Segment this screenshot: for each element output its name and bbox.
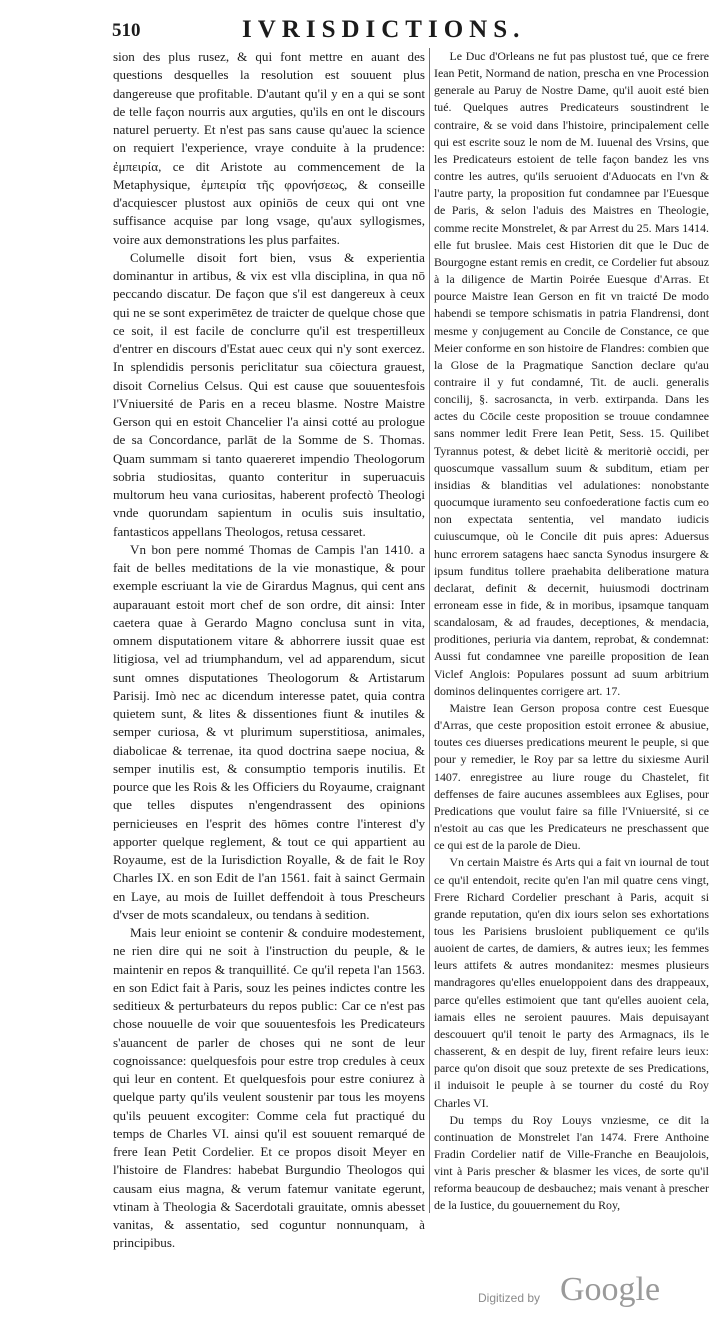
digitized-by-label: Digitized by	[478, 1291, 541, 1305]
paragraph: Mais leur enioint se contenir & conduire modestement, ne rien dire qui ne soit à l'instruction du peuple, & le maintenir en repos & tranquillité. Ce qu'il repeta l'an 1563. en son Edict fait à Paris, souz les peines indictes contre les seditieux & perturbateurs du repos public: Car ce n'est pas chose nouuelle de voir que souuentesfois les Predicateurs s'auancent de parler de choses qui ne sont de leur cognoissance: quelquesfois pour estre trop credules à ceux qui leur en content. Et quelquesfois pour estre coniurez à quelque party qu'ils veulent soustenir par tous les moyens qu'ils peuuent excogiter: Comme cela fut practiqué du temps de Charles VI. ainsi qu'il est souuent remarqué de frere Iean Petit Cordelier. Et ce propos disoit Meyer en l'histoire de Flandres: habebat Burgundio Theologos qui causam eius magna, & verum fatemur vanitate egerunt, vtinam à Theologia & Sacerdotali grauitate, omnis abesset vanitas, & assentatio, sed coguntur nonnunquam, à principibus.	[113, 925, 425, 1251]
paragraph: Columelle disoit fort bien, vsus & experientia dominantur in artibus, & vix est vlla disciplina, in qua nō peccando discatur. De façon que s'il est dangereux à ceux qui ne se sont experimētez de traicter de quelque chose que ce soit, il est facile de conclurre qu'il est trespeπilleux d'entrer en discours d'Estat auec ceux qui n'y sont exercez. In splendidis personis periclitatur sua cōiectura grauest, disoit Cornelius Celsus. Qui est cause que souuentesfois l'Vniuersité de Paris en a receu blasme. Nostre Maistre Gerson qui en estoit Chancelier l'a ainsi cotté au prologue de sa Concordance, parlāt de la Somme de S. Thomas. Quam summam si tanto quaereret impendio Theologorum sobria studiositas, quanto conteritur in superuacuis multorum heu vana curiositas, haberent profectò Theologi vnde quorundam sapientum in oculis suis insultatio, fantasticos appellans Theologos, retusa cessaret.	[113, 249, 425, 539]
paragraph: Maistre Iean Gerson proposa contre cest Euesque d'Arras, que ceste proposition estoit erronee & abusiue, toutes ces diuerses predications meurent le peuple, si que pour y remedier, le Roy par sa lettre du sixiesme Auril 1407. enregistree au liure rouge du Chastelet, fit deffenses de faire aucunes assemblees aux Eglises, pour Predications que voulut faire sa fille l'Vniuersité, si ce n'estoit au cas que les Predicateurs ne preschassent que ce qui est de la parole de Dieu.	[434, 700, 709, 853]
column-divider	[429, 48, 430, 1213]
paragraph: Le Duc d'Orleans ne fut pas plustost tué, que ce frere Iean Petit, Normand de nation, prescha en vne Procession generale au Paruy de Nostre Dame, qu'il auoit esté bien tué. Quelques autres Predicateurs soustindrent le contraire, & se void dans l'histoire, principalement celle qui est escrite souz le nom de M. Iuuenal des Vrsins, que les Predicateurs estoient de telle façon bandez les vns contre les autres, qu'ils seruoient d'Aduocats en l'vn & l'autre party, la proposition fut condamnee par l'Euesque de Paris, & selon l'aduis des Maistres en Theologie, comme recite Monstrelet, & par Arrest du 25. Mars 1414. elle fut bruslee. Mais cest Historien dit que le Duc de Bourgogne estant remis en credit, ce Cordelier fut absouz à la diligence de Martin Poirée Euesque d'Arras. Et pource Maistre Iean Gerson en fit vn traicté De modo habendi se tempore schismatis in patria Flandrensi, dont mesme y conjugement au Concile de Constance, ce que Meier conforme en son histoire de Flandres: combien que la Glose de la Pragmatique Sanction declare qu'au contraire il y fut condamné, Tit. de aucli. generalis concilij, §. sacrosancta, in verb. extirpanda. Dans les actes du Cōcile ceste proposition se trouue condamnee sans nommer ledit Frere Iean Petit, Sess. 15. Quilibet Tyrannus potest, & debet licitè & meritoriè occidi, per quoscumque vassallum suum & subditum, etiam per insidias & blanditias vel adulationes: nonobstante quocumque iuramento seu confoederatione factis cum eo non expectata sententia, vel mandato iudicis cuiuscumque, où le Concile dit puis apres: Aduersus hunc errorem satagens haec sancta Synodus insurgere & ipsum funditus tollere praehabita deliberatione matura declarat, definit & decernit, huiusmodi doctrinam erroneam esse in fide, & in moribus, ipsamque tanquam scandalosam, & ad fraudes, deceptiones, & mendacia, proditiones, periuria via dantem, reprobat, & condemnat: Aussi fut condamnee vne pareille proposition de Iean Viclef Anglois: Populares possunt ad suum arbitrium dominos delinquentes corrigere art. 17.	[434, 49, 709, 698]
paragraph: sion des plus rusez, & qui font mettre en auant des questions desquelles la resolution est souuent plus dangereuse que profitable. D'autant qu'il y en a qui se sont de telle façon nourris aux arguties, qu'ils en ont le discours naturel peruerty. Et n'est pas sans cause qu'auec la science on requiert l'experience, vraye conduite à la prudence: ἐμπειρία, ce dit Aristote au commencement de la Metaphysique, ἐμπειρία τῆς φρονήσεως, & conseille d'acquiescer plustost aux opiniōs de ceux qui ont vne suffisance acquise par long vsage, qu'aux syllogismes, voire aux demonstrations les plus parfaites.	[113, 49, 425, 247]
page-header	[112, 14, 712, 44]
running-title: IVRISDICTIONS.	[242, 16, 526, 43]
page-number: 510	[112, 20, 141, 41]
left-column	[113, 48, 425, 1253]
right-column	[434, 48, 709, 1215]
google-logo: Google	[560, 1271, 661, 1308]
paragraph: Vn bon pere nommé Thomas de Campis l'an 1410. a fait de belles meditations de la vie monastique, & pour exemple escriuant la vie de Girardus Magnus, qui cent ans auparauant estoit mort chef de son ordre, dit ainsi: Inter caetera quae à Gerardo Magno conclusa sunt in vita, omnem disputationem vitare & abhorrere iussit quae est litigiosa, vel ad triumphandum, vel ad apparendum, sicut sunt omnes disputationes Theologorum & Artistarum Parisij. Imò nec ac dicendum interesse patet, quia contra quietem sunt, & lites & dissentiones fiunt & inutiles & semper curiosa, & vt plurimum superstitiosa, animales, diabolicae & terrenae, ita quod doctrina saepe nociua, & semper inutilis est, & consumptio temporis inutilis. Et pource que les Rois & les Officiers du Royaume, craignant que telles disputes n'engendrassent des opinions pernicieuses en l'esprit des hōmes contre l'interest d'y apporter quelque reglement, & tout ce qui appartient au Royaume, est de la Iurisdiction Royalle, & de fait le Roy Charles IX. en son Edit de l'an 1561. fait à sainct Germain en Laye, au mois de Iuillet deffendoit à tous Prescheurs d'vser de mots scandaleux, ou tendans à sedition.	[113, 541, 425, 922]
paragraph: Vn certain Maistre és Arts qui a fait vn iournal de tout ce qu'il entendoit, recite qu'en l'an mil quatre cens vingt, Frere Richard Cordelier preschant à Paris, acquit si grande reputation, qu'en dix iours selon ses exhortations tous les Parisiens brusloient publiquement ce qu'ils auoient de cartes, de damiers, & autres ieux; les femmes leurs attifets & autres mondanitez: mesmes plusieurs mandragores qu'elles enueloppoient dans des drappeaux, parce qu'elles estimoient que tant qu'elles auoient cela, iamais elles ne seroient pauures. Mais depuisayant descouuert qu'il tenoit le party des Armagnacs, ils le chasserent, & en despit de luy, firent refaire leurs ieux: parce qu'on disoit que souz pretexte de ses Predications, il induisoit le peuple à se tourner du costé du Roy Charles VI.	[434, 855, 709, 1110]
paragraph: Du temps du Roy Louys vnziesme, ce dit la continuation de Monstrelet l'an 1474. Frere Anthoine Fradin Cordelier natif de Ville-Franche en Beaujolois, vint à Paris prescher & blasmer les vices, de sorte qu'il reforma beaucoup de desbauchez; mais venant à prescher de la Iustice, du gouuernement du Roy,	[434, 1112, 709, 1213]
